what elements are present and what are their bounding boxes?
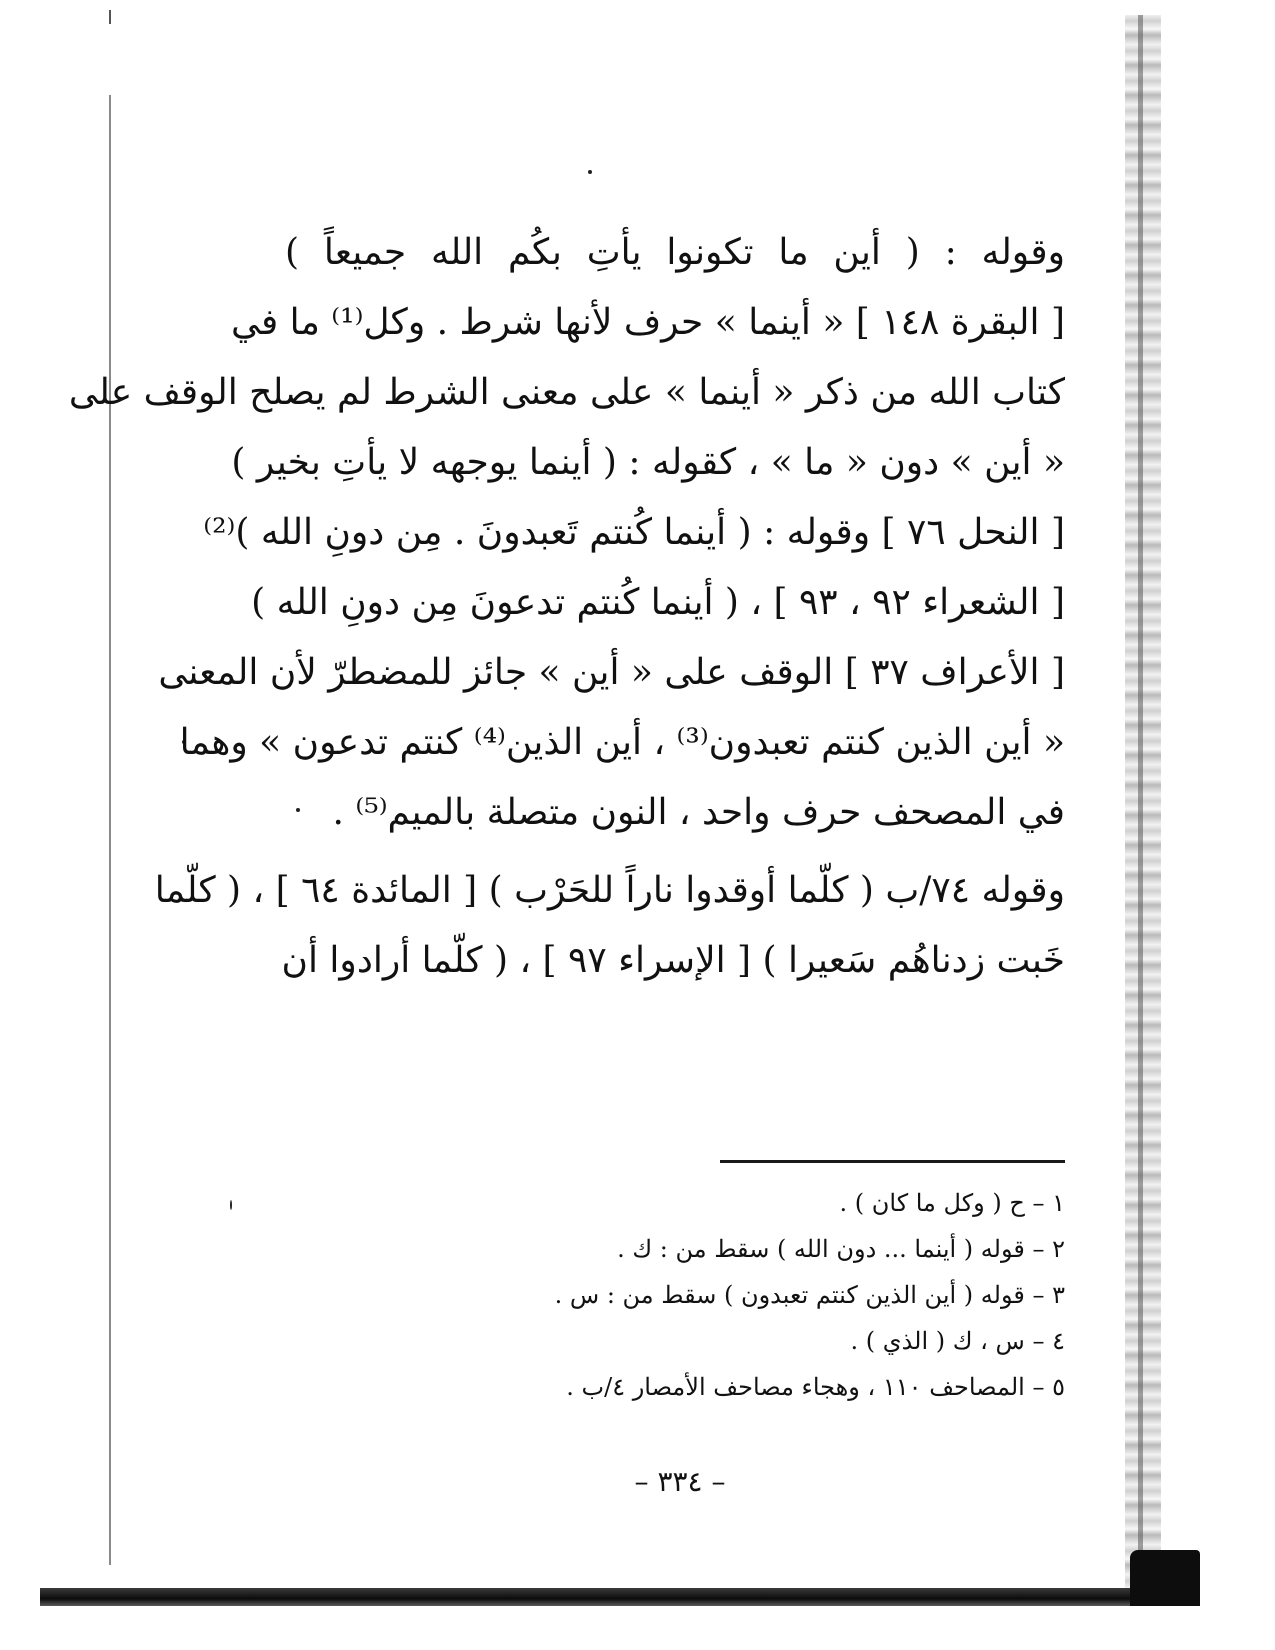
- footnotes: [300, 1180, 1065, 1410]
- text-line: خَبت زدناهُم سَعيرا ) [ الإسراء ٩٧ ] ، ( كلّما أرادوا أن: [281, 940, 1065, 981]
- scan-speck: [588, 170, 592, 174]
- text-line: [ البقرة ١٤٨ ] « أينما » حرف لأنها شرط . وكل⁽¹⁾ ما في: [230, 302, 1065, 343]
- left-margin-rule: [109, 95, 111, 1565]
- text-line: كتاب الله من ذكر « أينما » على معنى الشرط لم يصلح الوقف على: [68, 372, 1065, 413]
- paragraph-gap: [285, 848, 1065, 856]
- text-line: وقوله : ( أين ما تكونوا يأتِ بكُم الله جميعاً ): [285, 232, 1065, 273]
- footnote-item: ٣ – قوله ( أين الذين كنتم تعبدون ) سقط من : س .: [554, 1281, 1065, 1309]
- page-binding-edge: [1125, 15, 1161, 1595]
- scan-corner-shadow: [1130, 1550, 1200, 1606]
- page-binding-line: [1138, 15, 1143, 1605]
- text-line: [ الأعراف ٣٧ ] الوقف على « أين » جائز للمضطرّ لأن المعنى: [158, 652, 1065, 693]
- text-line: [ الشعراء ٩٢ ، ٩٣ ] ، ( أينما كُنتم تدعونَ مِن دونِ الله ): [251, 582, 1065, 623]
- scan-bottom-edge: [40, 1588, 1175, 1606]
- text-line: « أين » دون « ما » ، كقوله : ( أينما يوجهه لا يأتِ بخير ): [231, 442, 1065, 483]
- text-line: في المصحف حرف واحد ، النون متصلة بالميم⁽⁵⁾ .: [332, 792, 1065, 833]
- footnote-item: ١ – ح ( وكل ما كان ) .: [839, 1189, 1065, 1217]
- footnote-item: ٥ – المصاحف ١١٠ ، وهجاء مصاحف الأمصار ٤/ب .: [566, 1373, 1065, 1401]
- text-line: « أين الذين كنتم تعبدون⁽³⁾ ، أين الذين⁽⁴⁾ كنتم تدعون » وهما: [179, 722, 1065, 763]
- page-number: – ٣٣٤ –: [634, 1465, 726, 1498]
- text-line: [ النحل ٧٦ ] وقوله : ( أينما كُنتم تَعبدونَ . مِن دونِ الله )⁽²⁾: [203, 512, 1065, 553]
- text-line: وقوله ٧٤/ب ( كلّما أوقدوا ناراً للحَرْب ) [ المائدة ٦٤ ] ، ( كلّما: [154, 870, 1065, 911]
- footnote-item: ٢ – قوله ( أينما ... دون الله ) سقط من : ك .: [617, 1235, 1065, 1263]
- footnote-separator: [720, 1160, 1065, 1163]
- scan-speck: [230, 1200, 232, 1210]
- footnote-item: ٤ – س ، ك ( الذي ) .: [850, 1327, 1065, 1355]
- main-text-block: [68, 218, 1065, 996]
- scan-mark: [109, 10, 111, 24]
